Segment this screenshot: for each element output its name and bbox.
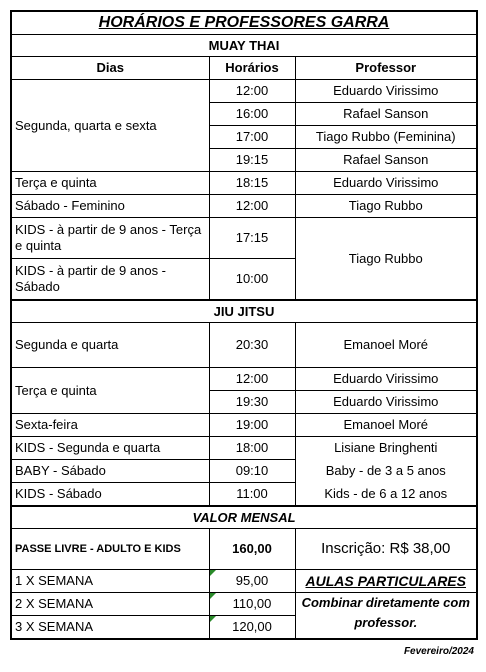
time-cell: 18:00	[209, 437, 295, 460]
schedule-table	[10, 10, 478, 640]
registration-fee: Inscrição: R$ 38,00	[295, 529, 477, 570]
day-cell: KIDS - à partir de 9 anos - Sábado	[11, 259, 209, 301]
day-cell: Sexta-feira	[11, 414, 209, 437]
price-value: 120,00	[209, 616, 295, 640]
price-label: 3 X SEMANA	[11, 616, 209, 640]
time-cell: 12:00	[209, 195, 295, 218]
time-cell: 11:00	[209, 483, 295, 507]
teacher-cell: Rafael Sanson	[295, 149, 477, 172]
time-cell: 18:15	[209, 172, 295, 195]
header-dias: Dias	[11, 57, 209, 80]
teacher-cell: Rafael Sanson	[295, 103, 477, 126]
teacher-cell: Emanoel Moré	[295, 323, 477, 368]
day-cell: Terça e quinta	[11, 172, 209, 195]
teacher-cell: Kids - de 6 a 12 anos	[295, 483, 477, 507]
teacher-cell: Tiago Rubbo (Feminina)	[295, 126, 477, 149]
page-title: HORÁRIOS E PROFESSORES GARRA	[11, 11, 477, 35]
time-cell: 16:00	[209, 103, 295, 126]
time-cell: 19:30	[209, 391, 295, 414]
day-cell: KIDS - Sábado	[11, 483, 209, 507]
time-cell: 19:15	[209, 149, 295, 172]
time-cell: 17:15	[209, 218, 295, 259]
day-cell: KIDS - à partir de 9 anos - Terça e quinta	[11, 218, 209, 259]
day-cell: Segunda, quarta e sexta	[11, 80, 209, 172]
teacher-cell: Tiago Rubbo	[295, 218, 477, 301]
day-cell: Sábado - Feminino	[11, 195, 209, 218]
private-classes-title: AULAS PARTICULARES	[295, 570, 477, 593]
time-cell: 12:00	[209, 368, 295, 391]
section-muay-thai: MUAY THAI	[11, 35, 477, 57]
price-label: PASSE LIVRE - ADULTO E KIDS	[11, 529, 209, 570]
footer-date: Fevereiro/2024	[403, 646, 474, 657]
section-jiu-jitsu: JIU JITSU	[11, 300, 477, 323]
teacher-cell: Lisiane Bringhenti	[295, 437, 477, 460]
time-cell: 09:10	[209, 460, 295, 483]
day-cell: KIDS - Segunda e quarta	[11, 437, 209, 460]
teacher-cell: Eduardo Virissimo	[295, 80, 477, 103]
teacher-cell: Baby - de 3 a 5 anos	[295, 460, 477, 483]
teacher-cell: Eduardo Virissimo	[295, 368, 477, 391]
time-cell: 17:00	[209, 126, 295, 149]
price-value: 95,00	[209, 570, 295, 593]
day-cell: Segunda e quarta	[11, 323, 209, 368]
time-cell: 10:00	[209, 259, 295, 301]
time-cell: 20:30	[209, 323, 295, 368]
time-cell: 12:00	[209, 80, 295, 103]
price-label: 1 X SEMANA	[11, 570, 209, 593]
time-cell: 19:00	[209, 414, 295, 437]
teacher-cell: Tiago Rubbo	[295, 195, 477, 218]
price-value: 110,00	[209, 593, 295, 616]
day-cell: BABY - Sábado	[11, 460, 209, 483]
teacher-cell: Eduardo Virissimo	[295, 391, 477, 414]
private-classes-text: Combinar diretamente com professor.	[295, 593, 477, 640]
price-value: 160,00	[209, 529, 295, 570]
header-horarios: Horários	[209, 57, 295, 80]
teacher-cell: Eduardo Virissimo	[295, 172, 477, 195]
section-valor-mensal: VALOR MENSAL	[11, 506, 477, 529]
teacher-cell: Emanoel Moré	[295, 414, 477, 437]
header-professor: Professor	[295, 57, 477, 80]
price-label: 2 X SEMANA	[11, 593, 209, 616]
day-cell: Terça e quinta	[11, 368, 209, 414]
